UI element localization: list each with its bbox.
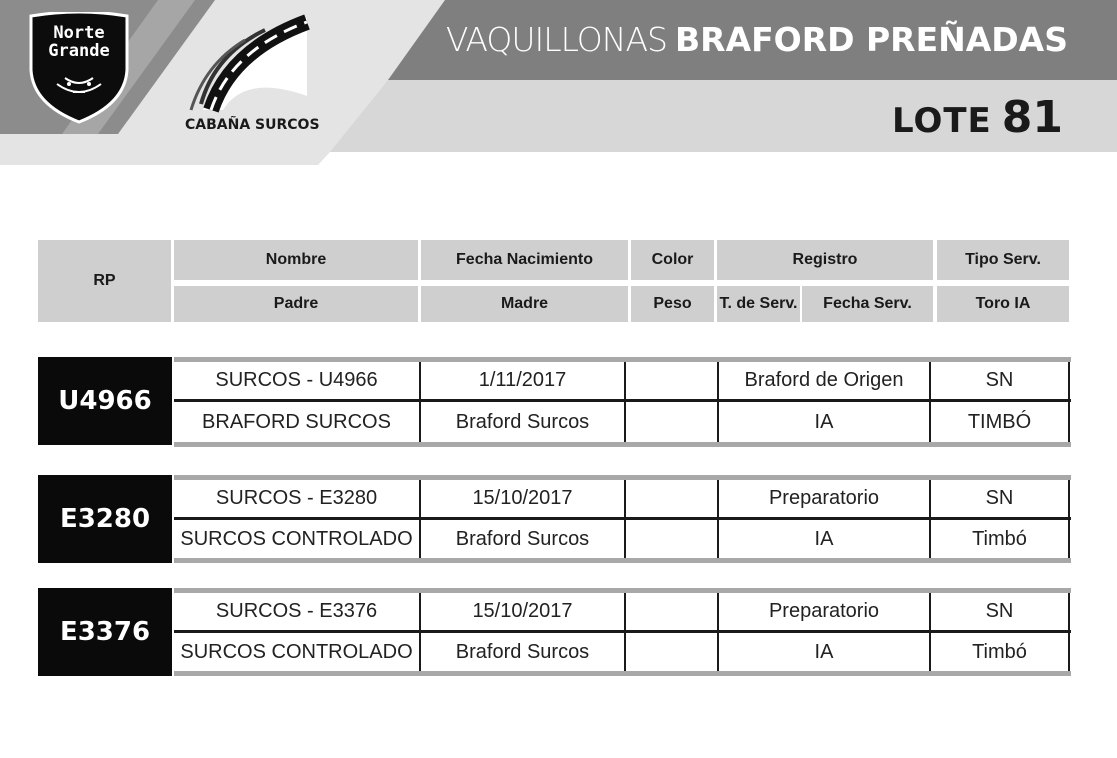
animal-fecha-nacimiento: 15/10/2017 (472, 487, 573, 509)
animal-registro: Preparatorio (768, 487, 880, 509)
cabana-surcos-logo (185, 14, 320, 133)
lot-word: LOTE (891, 101, 992, 141)
title-bold: BRAFORD PREÑADAS (675, 20, 1068, 59)
header-color: Color (631, 240, 714, 280)
title-light: VAQUILLONAS (445, 20, 667, 59)
animal-color (626, 362, 717, 399)
animal-fecha-nacimiento: 1/11/2017 (478, 369, 567, 391)
page-title (420, 20, 1068, 59)
header-registro: Registro (717, 240, 933, 280)
header-padre: Padre (174, 286, 418, 322)
col-divider (1068, 480, 1070, 558)
animal-t-de-serv: IA (814, 640, 834, 663)
col-divider (1068, 362, 1070, 442)
animal-peso (626, 633, 717, 671)
header-peso: Peso (631, 286, 714, 322)
animal-tipo-serv: SN (985, 487, 1014, 509)
header-fecha-nacimiento: Fecha Nacimiento (421, 240, 628, 280)
logo-text-line1: Norte (53, 23, 105, 43)
animal-nombre: SURCOS - U4966 (215, 369, 378, 391)
animal-rp: E3376 (38, 588, 172, 676)
row-bottom-bar (174, 558, 1071, 563)
furrow-icon (185, 14, 315, 114)
page-header (0, 0, 1117, 170)
header-t-de-serv: T. de Serv. (717, 286, 800, 322)
animal-toro-ia: TIMBÓ (967, 410, 1032, 433)
animal-fecha-nacimiento: 15/10/2017 (472, 600, 573, 622)
animal-nombre: SURCOS - E3280 (215, 487, 378, 509)
lot-label (700, 92, 1063, 143)
animal-t-de-serv: IA (814, 527, 834, 550)
animal-color (626, 593, 717, 630)
animal-madre: Braford Surcos (455, 640, 590, 663)
header-nombre: Nombre (174, 240, 418, 280)
animal-peso (626, 402, 717, 442)
animal-rp: E3280 (38, 475, 172, 563)
animal-tipo-serv: SN (985, 369, 1014, 391)
row-bottom-bar (174, 671, 1071, 676)
col-divider (1068, 593, 1070, 671)
animal-toro-ia: Timbó (972, 527, 1027, 550)
header-fecha-serv: Fecha Serv. (802, 286, 933, 322)
animal-rp: U4966 (38, 357, 172, 445)
lot-number: 81 (1001, 92, 1063, 143)
animal-padre: BRAFORD SURCOS (202, 410, 391, 433)
norte-grande-logo (27, 12, 131, 129)
animal-padre: SURCOS CONTROLADO (180, 527, 413, 550)
header-toro-ia: Toro IA (937, 286, 1069, 322)
animal-madre: Braford Surcos (455, 527, 590, 550)
row-bottom-bar (174, 442, 1071, 447)
animal-t-de-serv: IA (814, 410, 834, 433)
animal-registro: Preparatorio (768, 600, 880, 622)
animal-madre: Braford Surcos (455, 410, 590, 433)
header-tipo-serv: Tipo Serv. (937, 240, 1069, 280)
animal-tipo-serv: SN (985, 600, 1014, 622)
header-madre: Madre (421, 286, 628, 322)
animal-color (626, 480, 717, 517)
animal-registro: Braford de Origen (744, 369, 904, 391)
animal-toro-ia: Timbó (972, 640, 1027, 663)
animal-peso (626, 520, 717, 558)
animal-padre: SURCOS CONTROLADO (180, 640, 413, 663)
animal-nombre: SURCOS - E3376 (215, 600, 378, 622)
logo-text-line2: Grande (48, 41, 110, 61)
cabana-name: CABAÑA SURCOS (185, 117, 320, 133)
header-rp: RP (38, 240, 171, 322)
